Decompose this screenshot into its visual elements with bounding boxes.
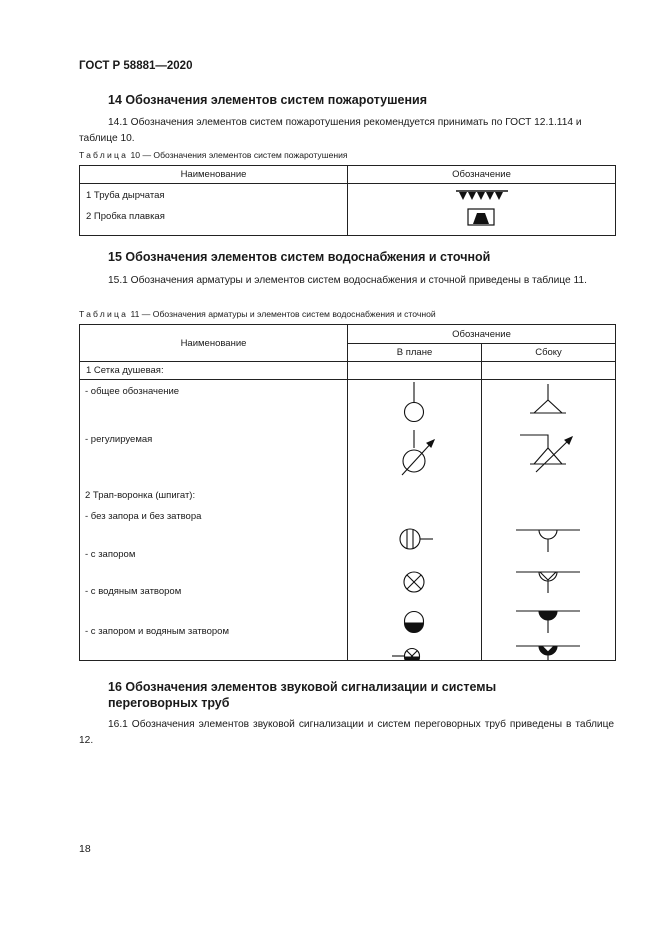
table-10-row-fusible-plug: 2 Пробка плавкая [86, 211, 165, 222]
section-15-title: 15 Обозначения элементов систем водоснабжения и сточной [108, 250, 491, 264]
table-11-row-drain-funnel: 2 Трап-воронка (шпигат): [85, 490, 196, 501]
table-11-row-no-lock: - без запора и без затвора [85, 511, 202, 522]
drain-water-seal-plan-symbol [405, 612, 424, 633]
drain-no-lock-side-symbol [516, 530, 580, 552]
drain-with-lock-side-symbol [516, 572, 580, 593]
table-10-header-symbol: Обозначение [348, 166, 616, 184]
drain-lock-and-seal-plan-symbol [392, 649, 420, 661]
drain-with-lock-plan-symbol [404, 572, 424, 592]
page-number: 18 [79, 843, 91, 855]
adjustable-shower-net-side-symbol [520, 435, 572, 472]
table-11-caption-text: 11 — Обозначения арматуры и элементов систем водоснабжения и сточной [128, 309, 436, 319]
section-16-title-line2: переговорных труб [108, 696, 230, 710]
shower-net-side-symbol [530, 384, 566, 413]
section-15-paragraph: 15.1 Обозначения арматуры и элементов систем водоснабжения и сточной приведены в таблице 11. [108, 275, 587, 286]
table-11-header-name: Наименование [80, 325, 348, 362]
table-11-header-symbol: Обозначение [348, 325, 616, 344]
table-10-symbols [348, 184, 614, 235]
table-11-row-shower-net: 1 Сетка душевая: [86, 365, 164, 376]
section-14-paragraph: 14.1 Обозначения элементов систем пожаротушения рекомендуется принимать по ГОСТ 12.1.114 и таблице 10. [79, 117, 582, 144]
shower-net-plan-symbol [405, 382, 424, 422]
table-11-plan-cell [348, 380, 482, 661]
table-11-caption [79, 309, 436, 319]
table-10-row-perforated-pipe: 1 Труба дырчатая [86, 190, 165, 201]
table-11 [79, 324, 616, 661]
table-10-symbols-cell [348, 184, 616, 236]
table-11-row-adjustable: - регулируемая [85, 434, 153, 445]
plan-symbols [348, 380, 481, 660]
fusible-plug-symbol [468, 209, 494, 225]
table-10-caption-label: Таблица [79, 150, 129, 160]
table-10-caption [79, 150, 348, 160]
table-11-side-cell [482, 380, 616, 661]
perforated-pipe-symbol [456, 191, 508, 200]
drain-lock-and-seal-side-symbol [516, 646, 580, 660]
adjustable-shower-net-plan-symbol [402, 430, 434, 475]
table-10-header-name: Наименование [80, 166, 348, 184]
drain-no-lock-plan-symbol [400, 529, 433, 549]
table-11-group-shower [80, 362, 348, 380]
document-code: ГОСТ Р 58881—2020 [79, 60, 193, 72]
table-10-caption-text: 10 — Обозначения элементов систем пожаротушения [128, 150, 348, 160]
side-symbols [482, 380, 615, 660]
section-14-title: 14 Обозначения элементов систем пожаротушения [108, 93, 428, 107]
table-11-row-water-seal: - с водяным затвором [85, 586, 182, 597]
table-10-names-cell [80, 184, 348, 236]
table-11-header-side: Сбоку [482, 344, 616, 362]
section-16-paragraph: 16.1 Обозначения элементов звуковой сигнализации и систем переговорных труб приведены в таблице 12. [79, 719, 614, 746]
section-16-title-line1: 16 Обозначения элементов звуковой сигнализации и системы [108, 680, 497, 694]
table-11-row-lock-and-seal: - с запором и водяным затвором [85, 626, 229, 637]
table-11-row-with-lock: - с запором [85, 549, 136, 560]
table-11-row-general: - общее обозначение [85, 386, 180, 397]
drain-water-seal-side-symbol [516, 611, 580, 633]
table-11-header-plan: В плане [348, 344, 482, 362]
section-16-title [108, 680, 496, 710]
table-11-names-cell [80, 380, 348, 661]
table-10 [79, 165, 616, 236]
table-11-caption-label: Таблица [79, 309, 129, 319]
